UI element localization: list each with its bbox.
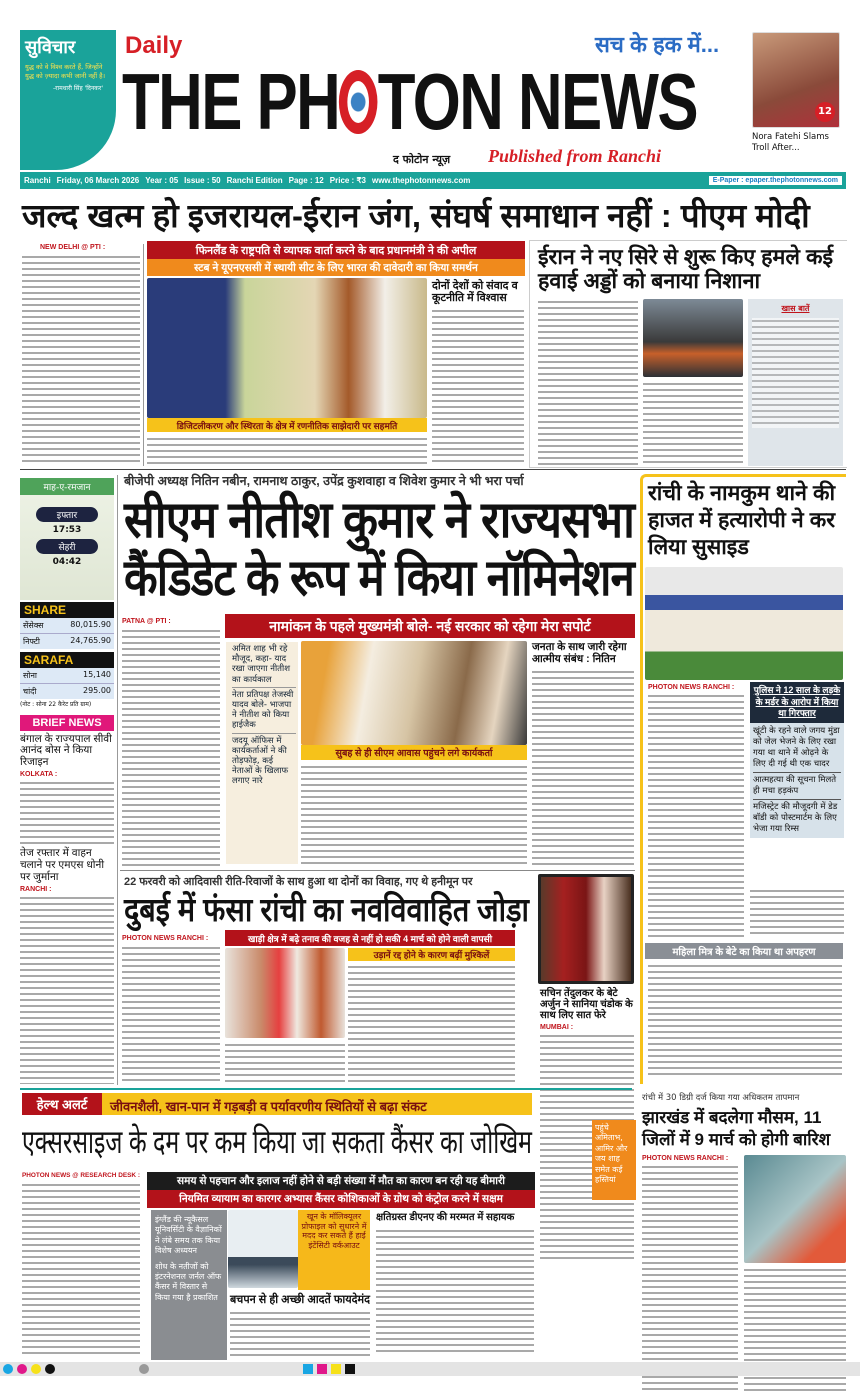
health-sub-2: क्षतिग्रस्त डीएनए की मरम्मत में सहायक — [376, 1212, 515, 1223]
info-issue: Issue : 50 — [184, 176, 221, 185]
black-square — [345, 1364, 355, 1374]
point-item: शोध के नतीजों को इंटरनेशनल जर्नल ऑफ कैंसर में विस्तार से किया गया है प्रकाशित — [155, 1261, 222, 1302]
brief-head-1[interactable]: बंगाल के राज्यपाल सीवी आनंद बोस ने किया रिजाइन — [20, 732, 112, 768]
info-date: Friday, 06 March 2026 — [56, 176, 140, 185]
health-strip-2-text: नियमित व्यायाम का कारगर अभ्यास कैंसर कोशिकाओं के ग्रोथ को कंट्रोल करने में सक्षम — [179, 1193, 503, 1205]
sarafa-value: 295.00 — [83, 686, 111, 695]
health-headline[interactable]: एक्सरसाइज के दम पर कम किया जा सकता कैंसर का जोखिम — [22, 1123, 533, 1160]
iran-smoke-photo — [643, 299, 743, 377]
quote-item: नेता प्रतिपक्ष तेजस्वी यादव बोले- भाजपा ने नीतीश को किया हाईजैक — [232, 688, 296, 734]
lead-body — [22, 254, 140, 466]
lead-strip-1-text: फिनलैंड के राष्ट्रपति से व्यापक वार्ता करने के बाद प्रधानमंत्री ने की अपील — [195, 244, 477, 257]
cyan-dot — [3, 1364, 13, 1374]
dubai-strip — [225, 930, 515, 946]
share-value: 24,765.90 — [70, 636, 111, 645]
quote-item: जदयू ऑफिस में कार्यकर्ताओं ने की तोड़फोड़, कई नेताओं के खिलाफ लगाए नारे — [232, 735, 289, 787]
lead-photo-caption-text: डिजिटलीकरण और स्थिरता के क्षेत्र में रणनीतिक साझेदारी पर सहमति — [176, 420, 398, 431]
nitish-strip-text: नामांकन के पहले मुख्यमंत्री बोले- नई सरकार को रहेगा मेरा सपोर्ट — [269, 617, 591, 634]
namkum-headline[interactable]: रांची के नामकुम थाने की हाजत में हत्यारोपी ने कर लिया सुसाइड — [648, 481, 836, 559]
brief-dateline-1: KOLKATA : — [20, 771, 58, 779]
magenta-square — [317, 1364, 327, 1374]
info-website[interactable]: www.thephotonnews.com — [371, 176, 471, 185]
point-item: मजिस्ट्रेट की मौजूदगी में डेड बॉडी को पोस्टमार्टम के लिए भेजा गया रिम्स — [753, 802, 838, 835]
iftar-time: 17:53 — [52, 525, 82, 535]
tagline: सच के हक में... — [595, 32, 720, 57]
ramzan-box — [20, 478, 114, 600]
sarafa-row — [20, 668, 114, 684]
sehri-label: सेहरी — [36, 539, 98, 554]
nitish-headline-1[interactable]: सीएम नीतीश कुमार ने राज्यसभा — [124, 491, 635, 548]
share-box — [20, 602, 114, 649]
health-dateline: PHOTON NEWS @ RESEARCH DESK : — [22, 1172, 141, 1179]
print-registration-bar — [0, 1362, 860, 1376]
dubai-strip-text: खाड़ी क्षेत्र में बढ़े तनाव की वजह से नहीं हो सकी 4 मार्च को होने वाली वापसी — [247, 933, 493, 944]
iran-headline[interactable]: ईरान ने नए सिरे से शुरू किए हमले कई हवाई अड्डों को बनाया निशाना — [538, 245, 834, 293]
health-strip-1 — [147, 1172, 535, 1190]
iran-key-points-box — [748, 299, 843, 466]
iran-body-2 — [643, 381, 743, 466]
namkum-body-3 — [648, 963, 842, 1079]
lead-headline[interactable]: जल्द खत्म हो इजरायल-ईरान जंग, संघर्ष समाधान नहीं : पीएम मोदी — [22, 197, 810, 234]
info-year: Year : 05 — [145, 176, 179, 185]
brief-head-2[interactable]: तेज रफ्तार में वाहन चलाने पर एमएस धोनी पर जुर्माना — [20, 847, 105, 883]
epaper-link[interactable]: E-Paper : epaper.thephotonnews.com — [709, 176, 842, 185]
nomination-caption — [301, 745, 527, 760]
sarafa-name: सोना — [23, 671, 37, 680]
police-station-photo — [645, 567, 843, 680]
iran-box-body — [752, 318, 839, 428]
health-label-text: हेल्थ अलर्ट — [36, 1097, 88, 1112]
health-label — [22, 1093, 102, 1115]
sarafa-box — [20, 652, 114, 711]
ramzan-title: माह-ए-रमजान — [20, 478, 114, 495]
share-value: 80,015.90 — [70, 620, 111, 629]
weather-body — [642, 1164, 738, 1393]
nitin-body — [532, 669, 634, 866]
sachin-arjun-photo — [538, 874, 634, 984]
iran-box-title: खास बातें — [781, 304, 810, 314]
brief-news-title — [20, 715, 114, 731]
namkum-body-2 — [750, 888, 844, 938]
lead-side-head: दोनों देशों को संवाद व कूटनीति में विश्वास — [432, 280, 518, 305]
weather-dateline: PHOTON NEWS RANCHI : — [642, 1155, 729, 1163]
published-from: Published from Ranchi — [488, 146, 662, 166]
black-dot — [45, 1364, 55, 1374]
lead-strip-2-text: स्टब ने यूएनएससी में स्थायी सीट के लिए भारत की दावेदारी का किया समर्थन — [194, 261, 478, 274]
newspaper-logo[interactable] — [122, 57, 698, 146]
lead-photo-caption — [147, 418, 427, 432]
brief-dateline-2: RANCHI : — [20, 886, 52, 894]
point-item: इंग्लैंड की न्यूकैसल यूनिवर्सिटी के वैज्ञानिकों ने लंबे समय तक किया विशेष अध्ययन — [155, 1215, 222, 1256]
photon-atom-icon — [339, 70, 378, 134]
dubai-body-3 — [225, 1042, 345, 1084]
health-sub1-body — [230, 1310, 370, 1356]
yellow-square — [331, 1364, 341, 1374]
dubai-dateline: PHOTON NEWS RANCHI : — [122, 935, 209, 942]
namkum-sub — [645, 943, 843, 959]
info-page: Page : 12 — [288, 176, 324, 185]
yellow-dot — [31, 1364, 41, 1374]
sarafa-row — [20, 684, 114, 699]
lead-dateline: NEW DELHI @ PTI : — [40, 244, 106, 251]
weather-headline[interactable]: झारखंड में बदलेगा मौसम, 11 जिलों में 9 मार्च को होगी बारिश — [642, 1108, 831, 1150]
namkum-dateline: PHOTON NEWS RANCHI : — [648, 684, 735, 691]
iran-body — [538, 299, 638, 466]
sarafa-note: (नोट : सोना 22 कैरेट प्रति ग्राम) — [20, 699, 114, 711]
namkum-sub-text: महिला मित्र के बेटे का किया था अपहरण — [672, 947, 816, 958]
dubai-headline[interactable]: दुबई में फंसा रांची का नवविवाहित जोड़ा — [124, 891, 530, 928]
iftar-label: इफ्तार — [36, 507, 98, 522]
magenta-dot — [17, 1364, 27, 1374]
sehri-time: 04:42 — [52, 557, 82, 567]
nitish-dateline: PATNA @ PTI : — [122, 618, 171, 625]
share-title: SHARE — [20, 602, 114, 618]
share-name: सेंसेक्स — [23, 621, 44, 630]
weather-kicker: रांची में 30 डिग्री दर्ज किया गया अधिकतम तापमान — [642, 1093, 800, 1103]
sarafa-title: SARAFA — [20, 652, 114, 668]
lead-strip-2 — [147, 259, 525, 276]
dubai-sub-text: उड़ानें रद्द होने के कारण बढ़ीं मुश्किलें — [373, 950, 490, 960]
health-body — [22, 1182, 140, 1357]
suvichar-title: सुविचार — [25, 37, 76, 57]
sarafa-name: चांदी — [23, 687, 37, 696]
lead-caption-body — [147, 436, 427, 466]
nitish-headline-2[interactable]: कैंडिडेट के रूप में किया नॉमिनेशन — [124, 549, 635, 606]
info-bar — [20, 172, 846, 189]
rain-umbrella-photo — [744, 1155, 846, 1263]
teaser-text[interactable]: Nora Fatehi Slams Troll After... — [752, 132, 829, 154]
share-row — [20, 634, 114, 649]
info-city: Ranchi — [24, 176, 51, 185]
exercise-illustration — [228, 1210, 298, 1288]
logo-left: THE PH — [122, 57, 340, 146]
nitish-quotes — [226, 642, 298, 864]
point-item: आत्महत्या की सूचना मिलते ही मचा हड़कंप — [753, 773, 841, 800]
namkum-body — [648, 693, 744, 939]
health-kicker-bar — [102, 1093, 532, 1115]
health-sub2-body — [376, 1228, 534, 1356]
namkum-box-title: पुलिस ने 12 साल के लड़के के मर्डर के आरोप में किया था गिरफ्तार — [750, 682, 844, 723]
nitish-body-2 — [301, 764, 527, 864]
nomination-photo — [301, 641, 527, 745]
nitish-kicker: बीजेपी अध्यक्ष नितिन नबीन, रामनाथ ठाकुर, उपेंद्र कुशवाहा व शिवेश कुमार ने भी भरा पर्चा — [124, 474, 524, 488]
nitish-body — [122, 628, 220, 866]
sarafa-value: 15,140 — [83, 670, 111, 679]
health-strip-2 — [147, 1190, 535, 1208]
brief-body-2 — [20, 895, 114, 1084]
suvichar-text: युद्ध को वे विश्व करते हैं, जिन्होंने युद्ध को ज़्यादा कभी जानी नहीं है। — [25, 63, 106, 81]
lead-side-body — [432, 308, 524, 466]
dubai-body-2 — [348, 964, 515, 1084]
nitin-side-head: जनता के साथ जारी रहेगा आत्मीय संबंध : नितिन — [532, 641, 627, 665]
nitish-strip — [225, 614, 635, 638]
sachin-headline[interactable]: सचिन तेंदुलकर के बेटे अर्जुन ने सानिया चंडोक के साथ लिए सात फेरे — [540, 988, 633, 1021]
teaser-page-badge: 12 — [815, 102, 835, 122]
dubai-body — [122, 945, 220, 1085]
health-strip-1-text: समय से पहचान और इलाज नहीं होने से बड़ी संख्या में मौत का कारण बन रही यह बीमारी — [177, 1175, 505, 1187]
dubai-sub — [348, 948, 515, 961]
info-edition: Ranchi Edition — [226, 176, 283, 185]
nomination-caption-text: सुबह से ही सीएम आवास पहुंचने लगे कार्यकर्ता — [335, 748, 493, 759]
namkum-points — [750, 723, 844, 838]
health-sub-1: बचपन से ही अच्छी आदतें फायदेमंद — [230, 1294, 371, 1306]
suvichar-author: -रामधारी सिंह 'दिनकर' — [52, 85, 103, 93]
info-price: Price : ₹3 — [329, 176, 366, 185]
suvichar-box — [20, 30, 116, 170]
health-points — [151, 1210, 227, 1360]
share-name: निफ्टी — [23, 637, 40, 646]
lead-strip-1 — [147, 241, 525, 259]
health-kicker: जीवनशैली, खान-पान में गड़बड़ी व पर्यावरणीय स्थितियों से बढ़ा संकट — [110, 1099, 427, 1114]
daily-label: Daily — [125, 32, 183, 59]
point-item: खूंटी के रहने वाले जगय मुंडा को जेल भेजने के लिए रखा गया था थाने में ओढ़ने के लिए दी गई थी एक चादर — [753, 726, 841, 773]
share-row — [20, 618, 114, 634]
cyan-square — [303, 1364, 313, 1374]
brief-news-title-text: BRIEF NEWS — [32, 716, 102, 729]
quote-item: अमित शाह भी रहे मौजूद, कहा- याद रखा जाएगा नीतीश का कार्यकाल — [232, 644, 296, 688]
health-callout: खून के मॉलिक्यूलर प्रोफाइल को सुधारने में मदद कर सकते हैं हाई इंटेंसिटी वर्कआउट — [298, 1210, 370, 1290]
logo-right: TON NEWS — [377, 57, 698, 146]
sachin-tag: पहुंचे अमिताभ, आमिर और जय शाह समेत कई हस्तियां — [592, 1120, 636, 1200]
sachin-dateline: MUMBAI : — [540, 1024, 574, 1031]
couple-photo — [225, 948, 345, 1038]
modi-stubb-photo — [147, 278, 427, 418]
brief-body-1 — [20, 780, 114, 844]
grey-dot — [139, 1364, 149, 1374]
dubai-kicker: 22 फरवरी को आदिवासी रीति-रिवाजों के साथ हुआ था दोनों का विवाह, गए थे हनीमून पर — [124, 876, 473, 888]
hindi-name: द फोटोन न्यूज़ — [393, 153, 451, 166]
